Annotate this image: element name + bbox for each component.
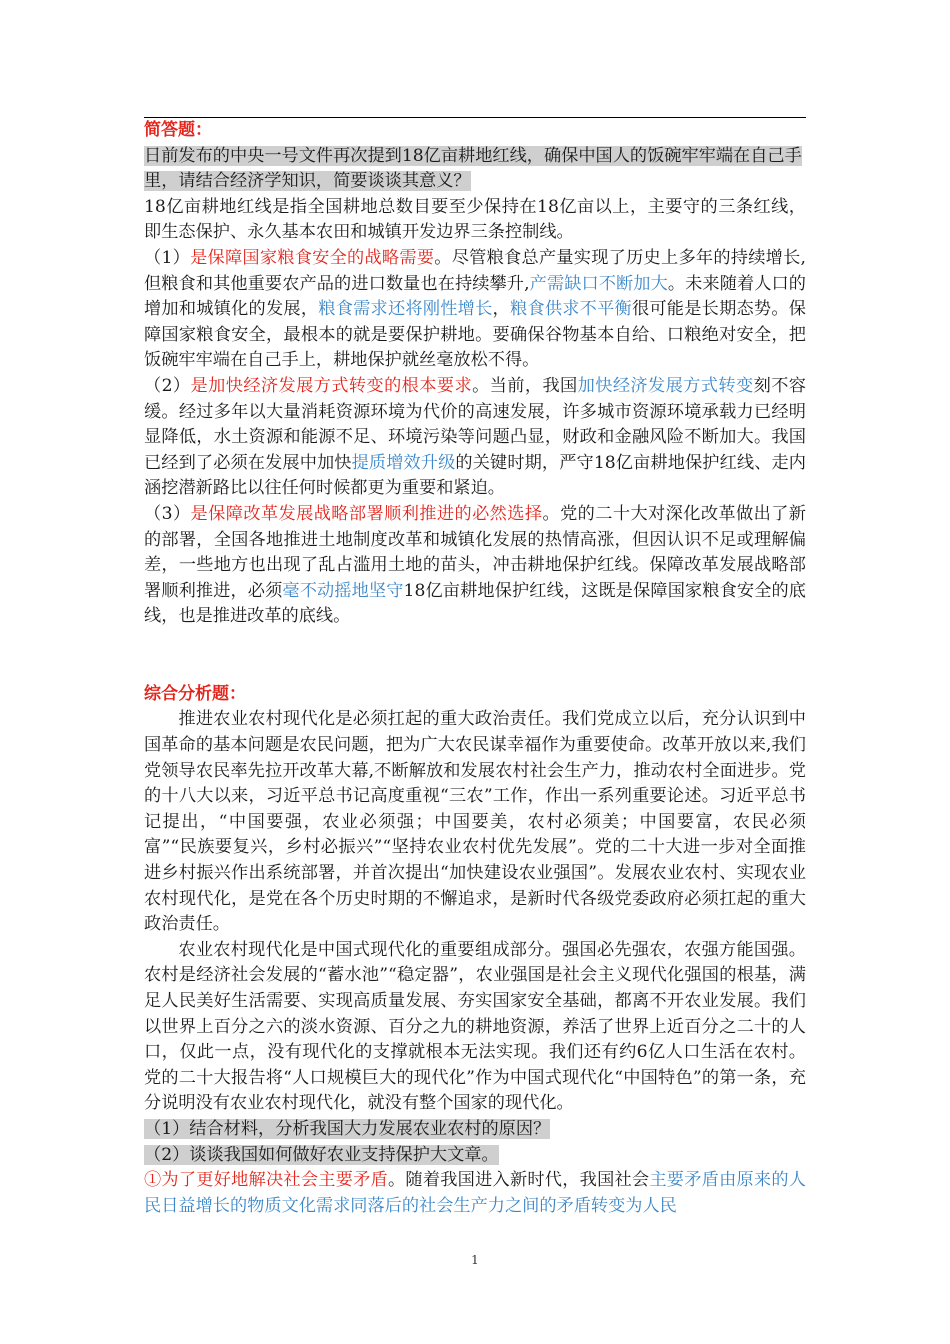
point-1-heading: 是保障国家粮食安全的战略需要: [190, 247, 435, 268]
question-short-answer: 日前发布的中央一号文件再次提到18亿亩耕地红线，确保中国人的饭碗牢牢端在自己手里，请结合经济学知识，简要谈谈其意义？: [144, 145, 802, 192]
keyword: 粮食需求还将刚性增长: [318, 299, 493, 320]
question-2: （2）谈谈我国如何做好农业支持保护大文章。: [144, 1144, 499, 1165]
section-heading-comprehensive: 综合分析题：: [144, 683, 246, 704]
keyword: 提质增效升级: [351, 452, 456, 473]
section-gap: [144, 630, 806, 682]
material-paragraph-2: 农业农村现代化是中国式现代化的重要组成部分。强国必先强农，农强方能国强。农村是经济社会发展的“蓄水池”“稳定器”，农业强国是社会主义现代化强国的根基，满足人民美好生活需要、实现高质量发展、夯实国家安全基础，都离不开农业发展。我们以世界上百分之六的淡水资源、百分之九的耕地资源，养活了世界上近百分之二十的人口，仅此一点，没有现代化的支撑就根本无法实现。我们还有约6亿人口生活在农村。党的二十大报告将“人口规模巨大的现代化”作为中国式现代化“中国特色”的第一条，充分说明没有农业农村现代化，就没有整个国家的现代化。: [144, 939, 806, 1114]
section-heading-short-answer: 简答题：: [144, 120, 212, 140]
document-body: [144, 118, 806, 1219]
keyword: 主要矛盾由原来的人民日益增长的物质文化需求同落后的社会生产力之间的矛盾转变为人民: [144, 1170, 806, 1216]
intro-paragraph: 18亿亩耕地红线是指全国耕地总数目要至少保持在18亿亩以上，主要守的三条红线，即生态保护、永久基本农田和城镇开发边界三条控制线。: [144, 196, 806, 243]
answer-start: ①为了更好地解决社会主要矛盾。随着我国进入新时代，我国社会主要矛盾由原来的人民日益增长的物质文化需求同落后的社会生产力之间的矛盾转变为人民: [144, 1170, 806, 1216]
keyword: 毫不动摇地坚守: [282, 580, 404, 601]
point-2-heading: 是加快经济发展方式转变的根本要求: [190, 375, 473, 396]
answer-point-3: （3）是保障改革发展战略部署顺利推进的必然选择。党的二十大对深化改革做出了新的部署，全国各地推进土地制度改革和城镇化发展的热情高涨，但因认识不足或理解偏差，一些地方也出现了乱占滥用土地的苗头，冲击耕地保护红线。保障改革发展战略部署顺利推进，必须毫不动摇地坚守18亿亩耕地保护红线，这既是保障国家粮食安全的底线，也是推进改革的底线。: [144, 503, 806, 627]
point-3-heading: 是保障改革发展战略部署顺利推进的必然选择: [190, 503, 543, 524]
question-1: （1）结合材料，分析我国大力发展农业农村的原因？: [144, 1118, 551, 1139]
answer-point-2: （2）是加快经济发展方式转变的根本要求。当前，我国加快经济发展方式转变刻不容缓。经过多年以大量消耗资源环境为代价的高速发展，许多城市资源环境承载力已经明显降低，水土资源和能源不足、环境污染等问题凸显，财政和金融风险不断加大。我国已经到了必须在发展中加快提质增效升级的关键时期，严守18亿亩耕地保护红线、走内涵挖潜新路比以往任何时候都更为重要和紧迫。: [144, 375, 806, 499]
answer-point-1: （1）是保障国家粮食安全的战略需要。尽管粮食总产量实现了历史上多年的持续增长,但粮食和其他重要农产品的进口数量也在持续攀升,产需缺口不断加大。未来随着人口的增加和城镇化的发展，粮食需求还将刚性增长，粮食供求不平衡很可能是长期态势。保障国家粮食安全，最根本的就是要保护耕地。要确保谷物基本自给、口粮绝对安全，把饭碗牢牢端在自己手上，耕地保护就丝毫放松不得。: [144, 247, 806, 371]
page-number: 1: [471, 1253, 479, 1267]
material-paragraph-1: 推进农业农村现代化是必须扛起的重大政治责任。我们党成立以后，充分认识到中国革命的基本问题是农民问题，把为广大农民谋幸福作为重要使命。改革开放以来,我们党领导农民率先拉开改革大幕,不断解放和发展农村社会生产力，推动农村全面进步。党的十八大以来，习近平总书记高度重视“三农”工作，作出一系列重要论述。习近平总书记提出，“中国要强，农业必须强；中国要美，农村必须美；中国要富，农民必须富”“民族要复兴，乡村必振兴”“坚持农业农村优先发展”。党的二十大进一步对全面推进乡村振兴作出系统部署，并首次提出“加快建设农业强国”。发展农业农村、实现农业农村现代化，是党在各个历史时期的不懈追求，是新时代各级党委政府必须扛起的重大政治责任。: [144, 709, 806, 935]
keyword: 加快经济发展方式转变: [577, 375, 754, 396]
keyword: 粮食供求不平衡: [509, 299, 632, 320]
answer-heading: ①为了更好地解决社会主要矛盾: [144, 1170, 388, 1191]
keyword: 产需缺口不断加大: [529, 273, 668, 294]
